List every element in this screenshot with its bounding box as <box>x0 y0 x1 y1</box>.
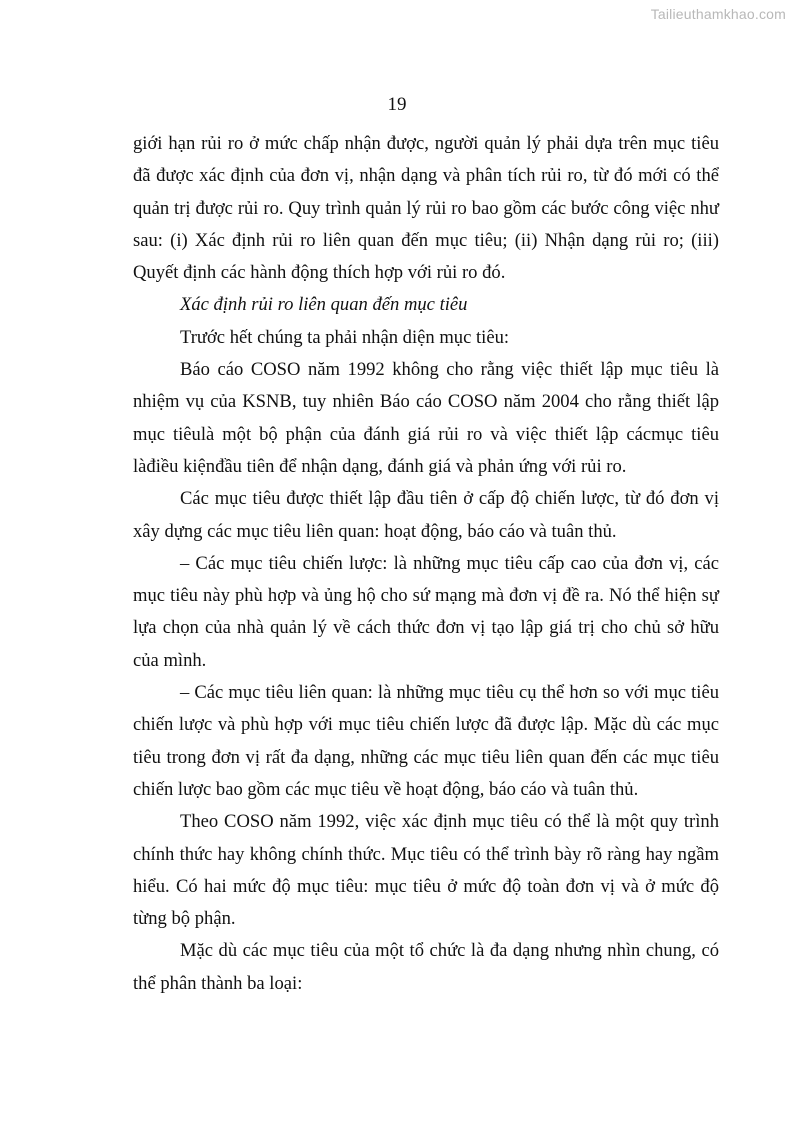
watermark-text: Tailieuthamkhao.com <box>650 6 786 22</box>
paragraph: Mặc dù các mục tiêu của một tổ chức là đa dạng nhưng nhìn chung, có thể phân thành ba loại: <box>133 940 719 994</box>
bullet-paragraph: – Các mục tiêu chiến lược: là những mục tiêu cấp cao của đơn vị, các mục tiêu này phù hợp và ủng hộ cho sứ mạng mà đơn vị đề ra. Nó thể hiện sự lựa chọn của nhà quản lý về cách thức đơn vị tạo lập giá trị cho chủ sở hữu của mình. <box>133 552 719 671</box>
page-number: 19 <box>387 94 407 115</box>
bullet-paragraph: – Các mục tiêu liên quan: là những mục tiêu cụ thể hơn so với mục tiêu chiến lược và phù hợp với mục tiêu chiến lược đã được lập. Mặc dù các mục tiêu trong đơn vị rất đa dạng, những các mục tiêu liên quan đến các mục tiêu chiến lược bao gồm các mục tiêu về hoạt động, báo cáo và tuân thủ. <box>133 682 719 800</box>
paragraph: Trước hết chúng ta phải nhận diện mục tiêu: <box>180 326 510 348</box>
paragraph-continuation: giới hạn rủi ro ở mức chấp nhận được, người quản lý phải dựa trên mục tiêu đã được xác định của đơn vị, nhận dạng và phân tích rủi ro, từ đó mới có thể quản trị được rủi ro. Quy trình quản lý rủi ro bao gồm các bước công việc như sau: (i) Xác định rủi ro liên quan đến mục tiêu; (ii) Nhận dạng rủi ro; (iii) Quyết định các hành động thích hợp với rủi ro đó. <box>133 133 719 284</box>
document-body <box>133 128 719 1000</box>
section-heading: Xác định rủi ro liên quan đến mục tiêu <box>180 294 468 316</box>
paragraph: Theo COSO năm 1992, việc xác định mục tiêu có thể là một quy trình chính thức hay không chính thức. Mục tiêu có thể trình bày rõ ràng hay ngầm hiểu. Có hai mức độ mục tiêu: mục tiêu ở mức độ toàn đơn vị và ở mức độ từng bộ phận. <box>133 811 719 930</box>
paragraph: Báo cáo COSO năm 1992 không cho rằng việc thiết lập mục tiêu là nhiệm vụ của KSNB, tuy nhiên Báo cáo COSO năm 2004 cho rằng thiết lập mục tiêulà một bộ phận của đánh giá rủi ro và việc thiết lập cácmục tiêu làđiều kiệnđầu tiên để nhận dạng, đánh giá và phản ứng với rủi ro. <box>133 359 719 477</box>
paragraph: Các mục tiêu được thiết lập đầu tiên ở cấp độ chiến lược, từ đó đơn vị xây dựng các mục tiêu liên quan: hoạt động, báo cáo và tuân thủ. <box>133 488 719 542</box>
